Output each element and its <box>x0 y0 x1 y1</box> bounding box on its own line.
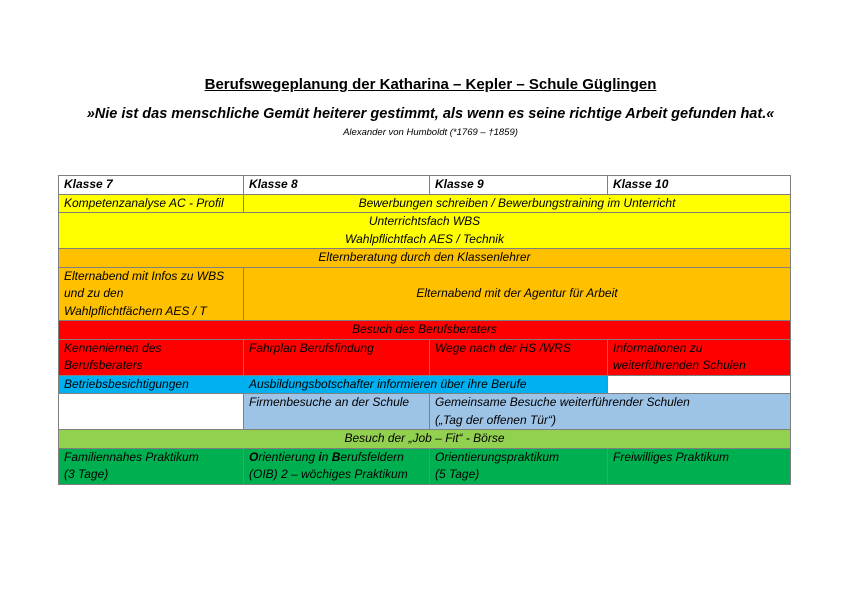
parent-counseling-cell: Elternberatung durch den Klassenlehrer <box>59 249 791 268</box>
header-klasse-10: Klasse 10 <box>608 176 791 195</box>
further-schools-info-cell <box>608 339 791 375</box>
training-ambassadors-cell: Ausbildungsbotschafter informieren über ihre Berufe <box>244 375 608 394</box>
text-line: Gemeinsame Besuche weiterführender Schulen <box>435 395 690 409</box>
table-row <box>59 213 791 249</box>
job-fit-fair-cell: Besuch der „Job – Fit“ - Börse <box>59 430 791 449</box>
empty-cell <box>608 375 791 394</box>
table-row <box>59 194 791 213</box>
text-line: (5 Tage) <box>435 467 480 481</box>
text-line: Kennenlernen des <box>64 340 162 355</box>
text-line: Familiennahes Praktikum <box>64 449 199 464</box>
company-visits-school-cell: Firmenbesuche an der Schule <box>244 394 430 430</box>
subject-aes-technik: Wahlpflichtfach AES / Technik <box>345 231 504 246</box>
family-internship-cell <box>59 448 244 484</box>
text-line: weiterführenden Schulen <box>613 358 746 372</box>
text-line: und zu den <box>64 286 124 300</box>
table-row <box>59 375 791 394</box>
table-row <box>59 267 791 321</box>
orientation-internship-cell <box>430 448 608 484</box>
text-line: („Tag der offenen Tür“) <box>435 412 556 427</box>
header-klasse-7: Klasse 7 <box>59 176 244 195</box>
meet-advisor-cell <box>59 339 244 375</box>
competence-analysis-cell: Kompetenzanalyse AC - Profil <box>59 194 244 213</box>
company-visits-cell: Betriebsbesichtigungen <box>59 375 244 394</box>
application-training-cell: Bewerbungen schreiben / Bewerbungstraining im Unterricht <box>244 194 791 213</box>
subjects-cell <box>59 213 791 249</box>
joint-school-visits-cell <box>430 394 791 430</box>
table-row <box>59 249 791 268</box>
page-title: Berufswegeplanung der Katharina – Kepler – Schule Güglingen <box>204 76 657 93</box>
text-line: (OIB) 2 – wöchiges Praktikum <box>249 467 408 481</box>
paths-after-school-cell: Wege nach der HS /WRS <box>430 339 608 375</box>
text-line: Orientierungspraktikum <box>435 449 560 464</box>
table-row <box>59 448 791 484</box>
table-row <box>59 430 791 449</box>
header-klasse-8: Klasse 8 <box>244 176 430 195</box>
text-line: Wahlpflichtfächern AES / T <box>64 303 207 318</box>
career-advisor-visit-cell: Besuch des Berufsberaters <box>59 321 791 340</box>
voluntary-internship-cell: Freiwilliges Praktikum <box>608 448 791 484</box>
quote: »Nie ist das menschliche Gemüt heiterer gestimmt, als wenn es seine richtige Arbeit gefunden hat.« <box>86 106 775 122</box>
text-line: Berufsberaters <box>64 358 143 372</box>
table-row <box>59 394 791 430</box>
text-line: (3 Tage) <box>64 467 109 481</box>
oib-internship-cell <box>244 448 430 484</box>
text-line: Elternabend mit Infos zu WBS <box>64 268 225 283</box>
parents-evening-wbs-cell <box>59 267 244 321</box>
table-row <box>59 339 791 375</box>
career-plan-table <box>58 175 791 485</box>
career-roadmap-cell: Fahrplan Berufsfindung <box>244 339 430 375</box>
text-line: Orientierung in Berufsfeldern <box>249 449 404 464</box>
quote-author: Alexander von Humboldt (*1769 – †1859) <box>343 127 518 138</box>
header-klasse-9: Klasse 9 <box>430 176 608 195</box>
header-row <box>59 176 791 195</box>
parents-evening-agency-cell: Elternabend mit der Agentur für Arbeit <box>244 267 791 321</box>
empty-cell <box>59 394 244 430</box>
text-line: Informationen zu <box>613 340 703 355</box>
subject-wbs: Unterrichtsfach WBS <box>368 214 481 228</box>
table-row <box>59 321 791 340</box>
